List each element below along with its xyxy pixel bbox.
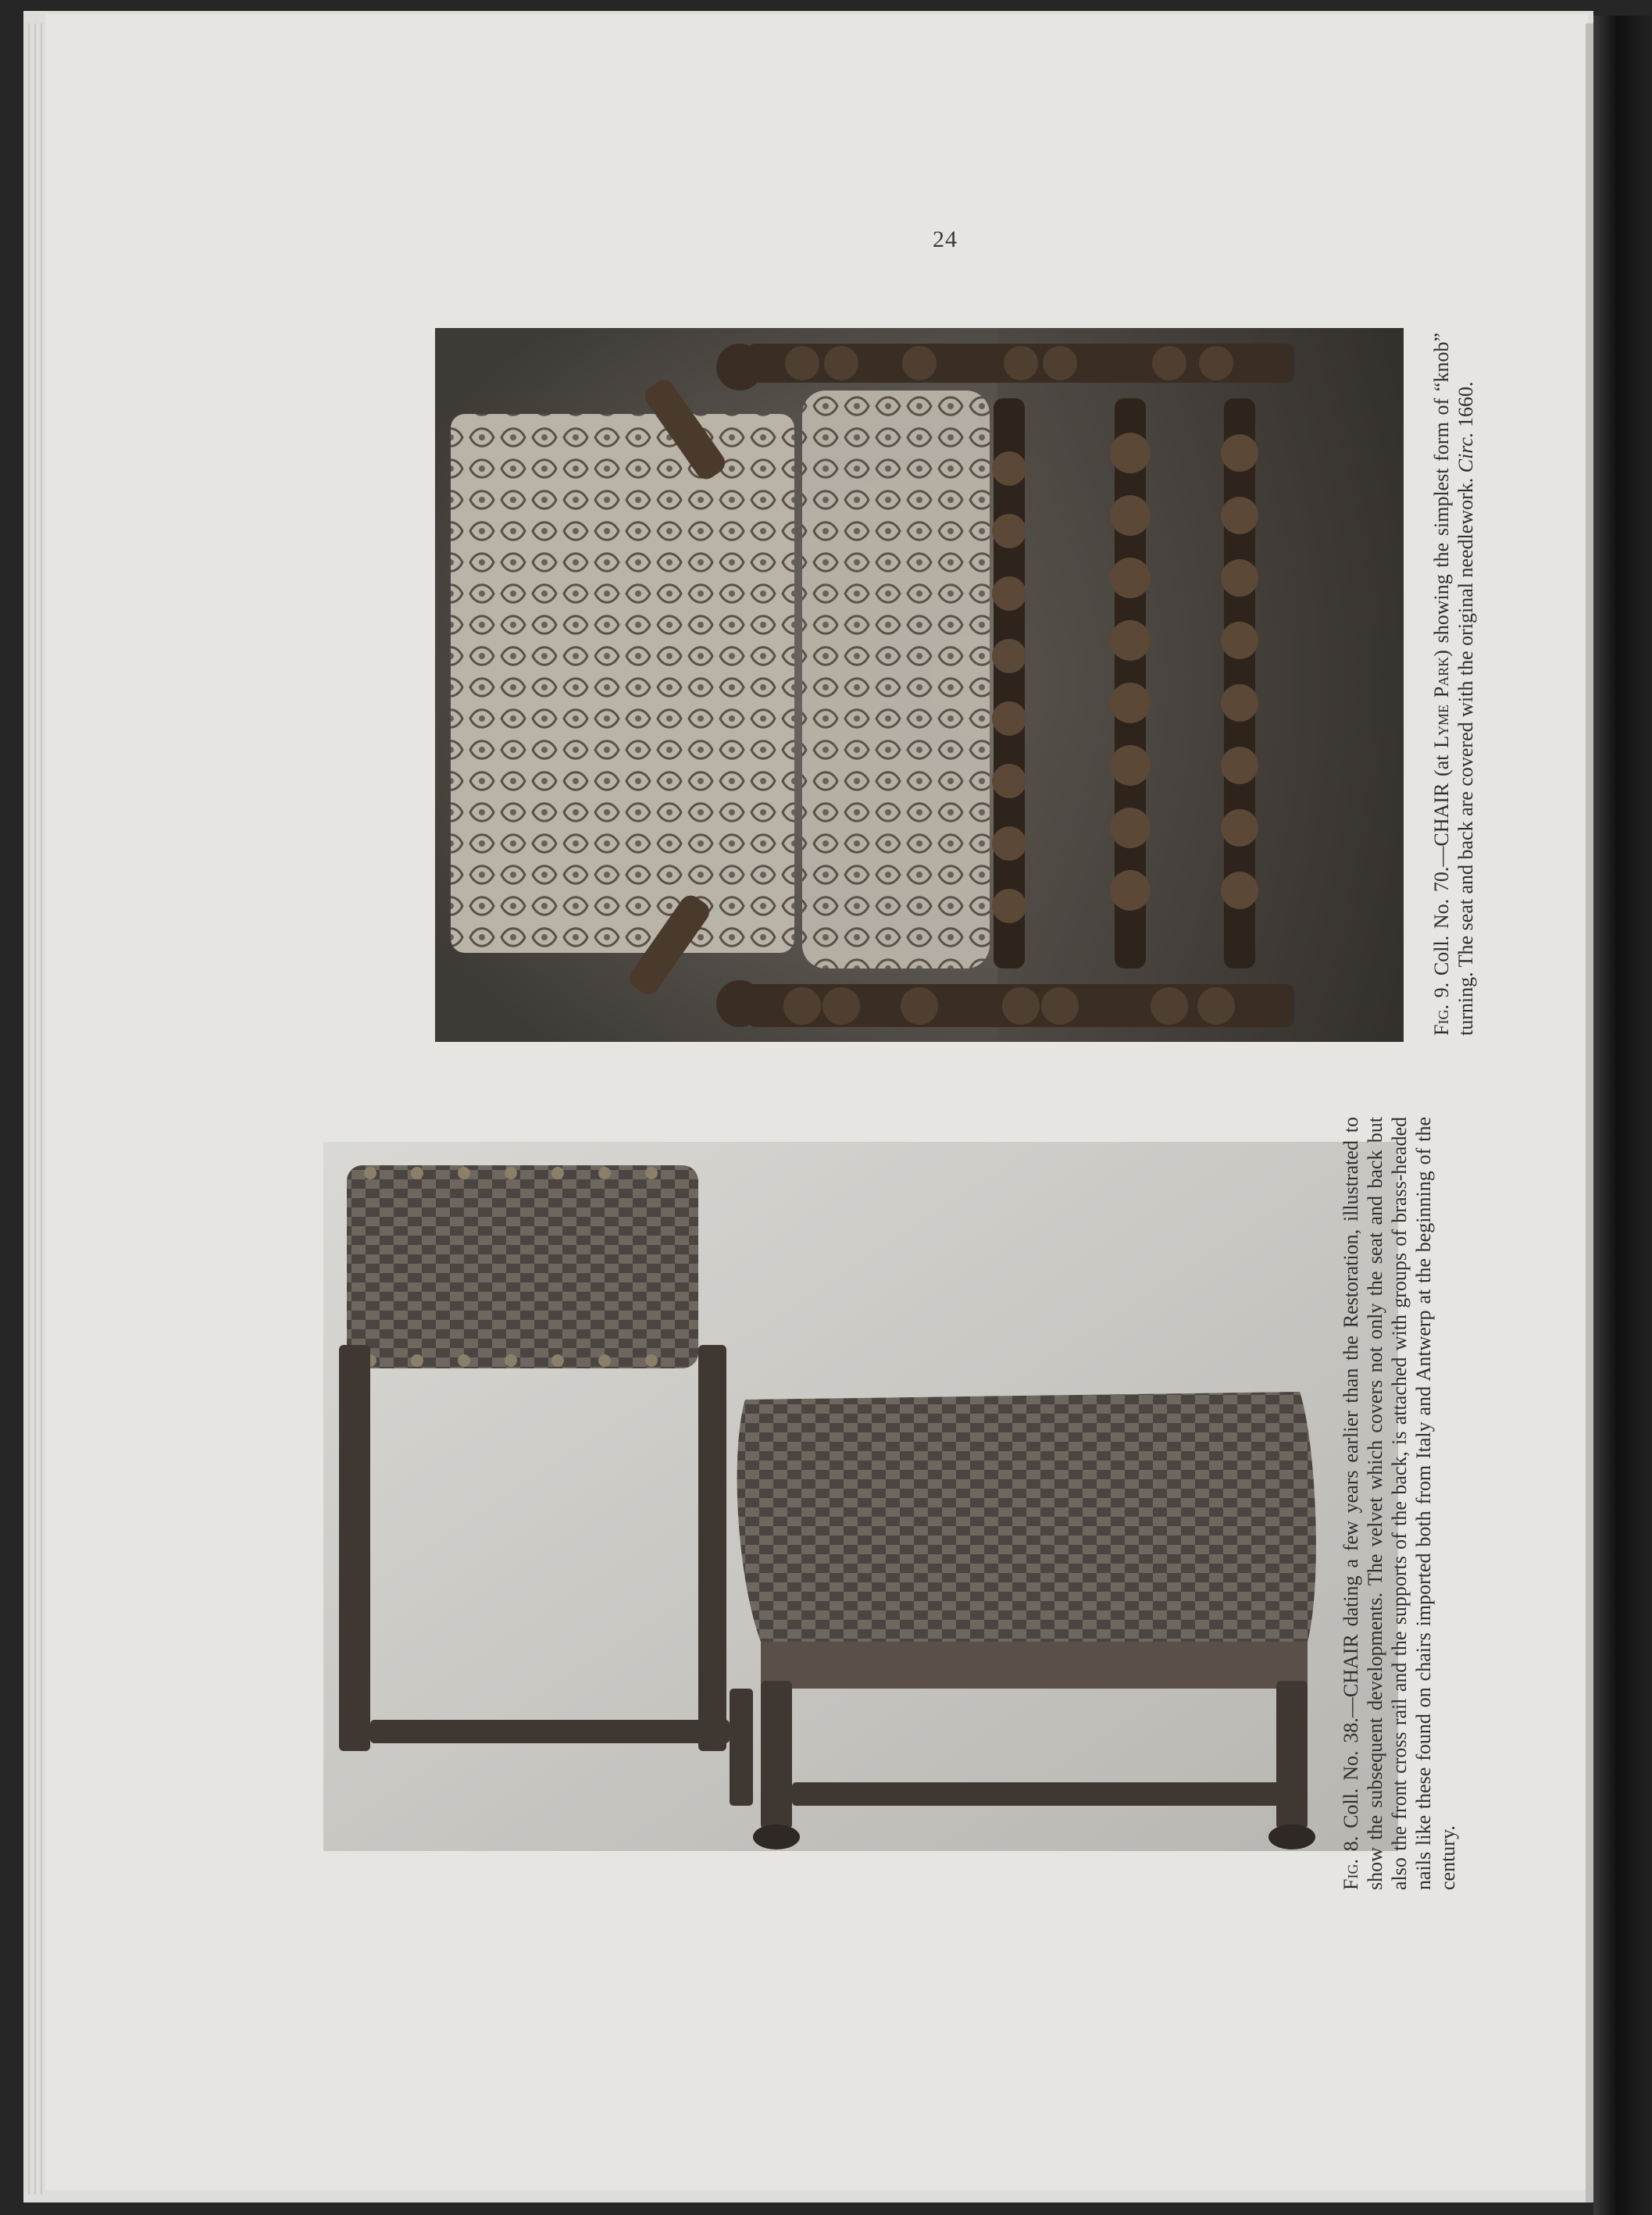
caption-fig8-label: Fig. (1340, 1859, 1362, 1890)
caption-fig9-lead: Coll. No. 70.—CHAIR (at (1430, 754, 1453, 976)
caption-fig9-label: Fig. (1430, 1004, 1453, 1036)
caption-fig9-description: ) showing the simplest form of “knob” turning. The seat and back are covered with the original needlework. (1430, 333, 1477, 1036)
page-edge-line (41, 23, 42, 2195)
caption-fig8 (1339, 1117, 1460, 1890)
photo-plate-fig9 (435, 328, 1404, 1042)
caption-fig9-location: Lyme Park (1430, 656, 1453, 748)
photo-plate-fig8 (323, 1142, 1398, 1851)
chair-knob-turning-illustration (435, 328, 1404, 1042)
page-number: 24 (933, 226, 958, 252)
chair-velvet-illustration (323, 1142, 1398, 1851)
gutter-edge (1586, 23, 1593, 2203)
caption-fig8-text: Coll. No. 38.—CHAIR dating a few years earlier than the Restoration, illustrated to show the subsequent developments. The velvet which covers not only the seat and back but also the front cross rail and the supports of the back, is attached with groups of brass-headed nails like these found on chairs imported both from Italy and Antwerp at the beginning of the century. (1340, 1116, 1459, 1890)
page-edge-line (28, 23, 30, 2195)
page-edge-line (34, 23, 36, 2195)
caption-fig9-circa: Circ. (1454, 432, 1477, 473)
caption-fig9 (1429, 333, 1478, 1036)
caption-fig8-number: 8. (1340, 1835, 1362, 1852)
caption-fig9-year: 1660. (1454, 381, 1477, 427)
caption-fig9-number: 9. (1430, 982, 1453, 998)
gutter-shadow (1593, 16, 1652, 2215)
